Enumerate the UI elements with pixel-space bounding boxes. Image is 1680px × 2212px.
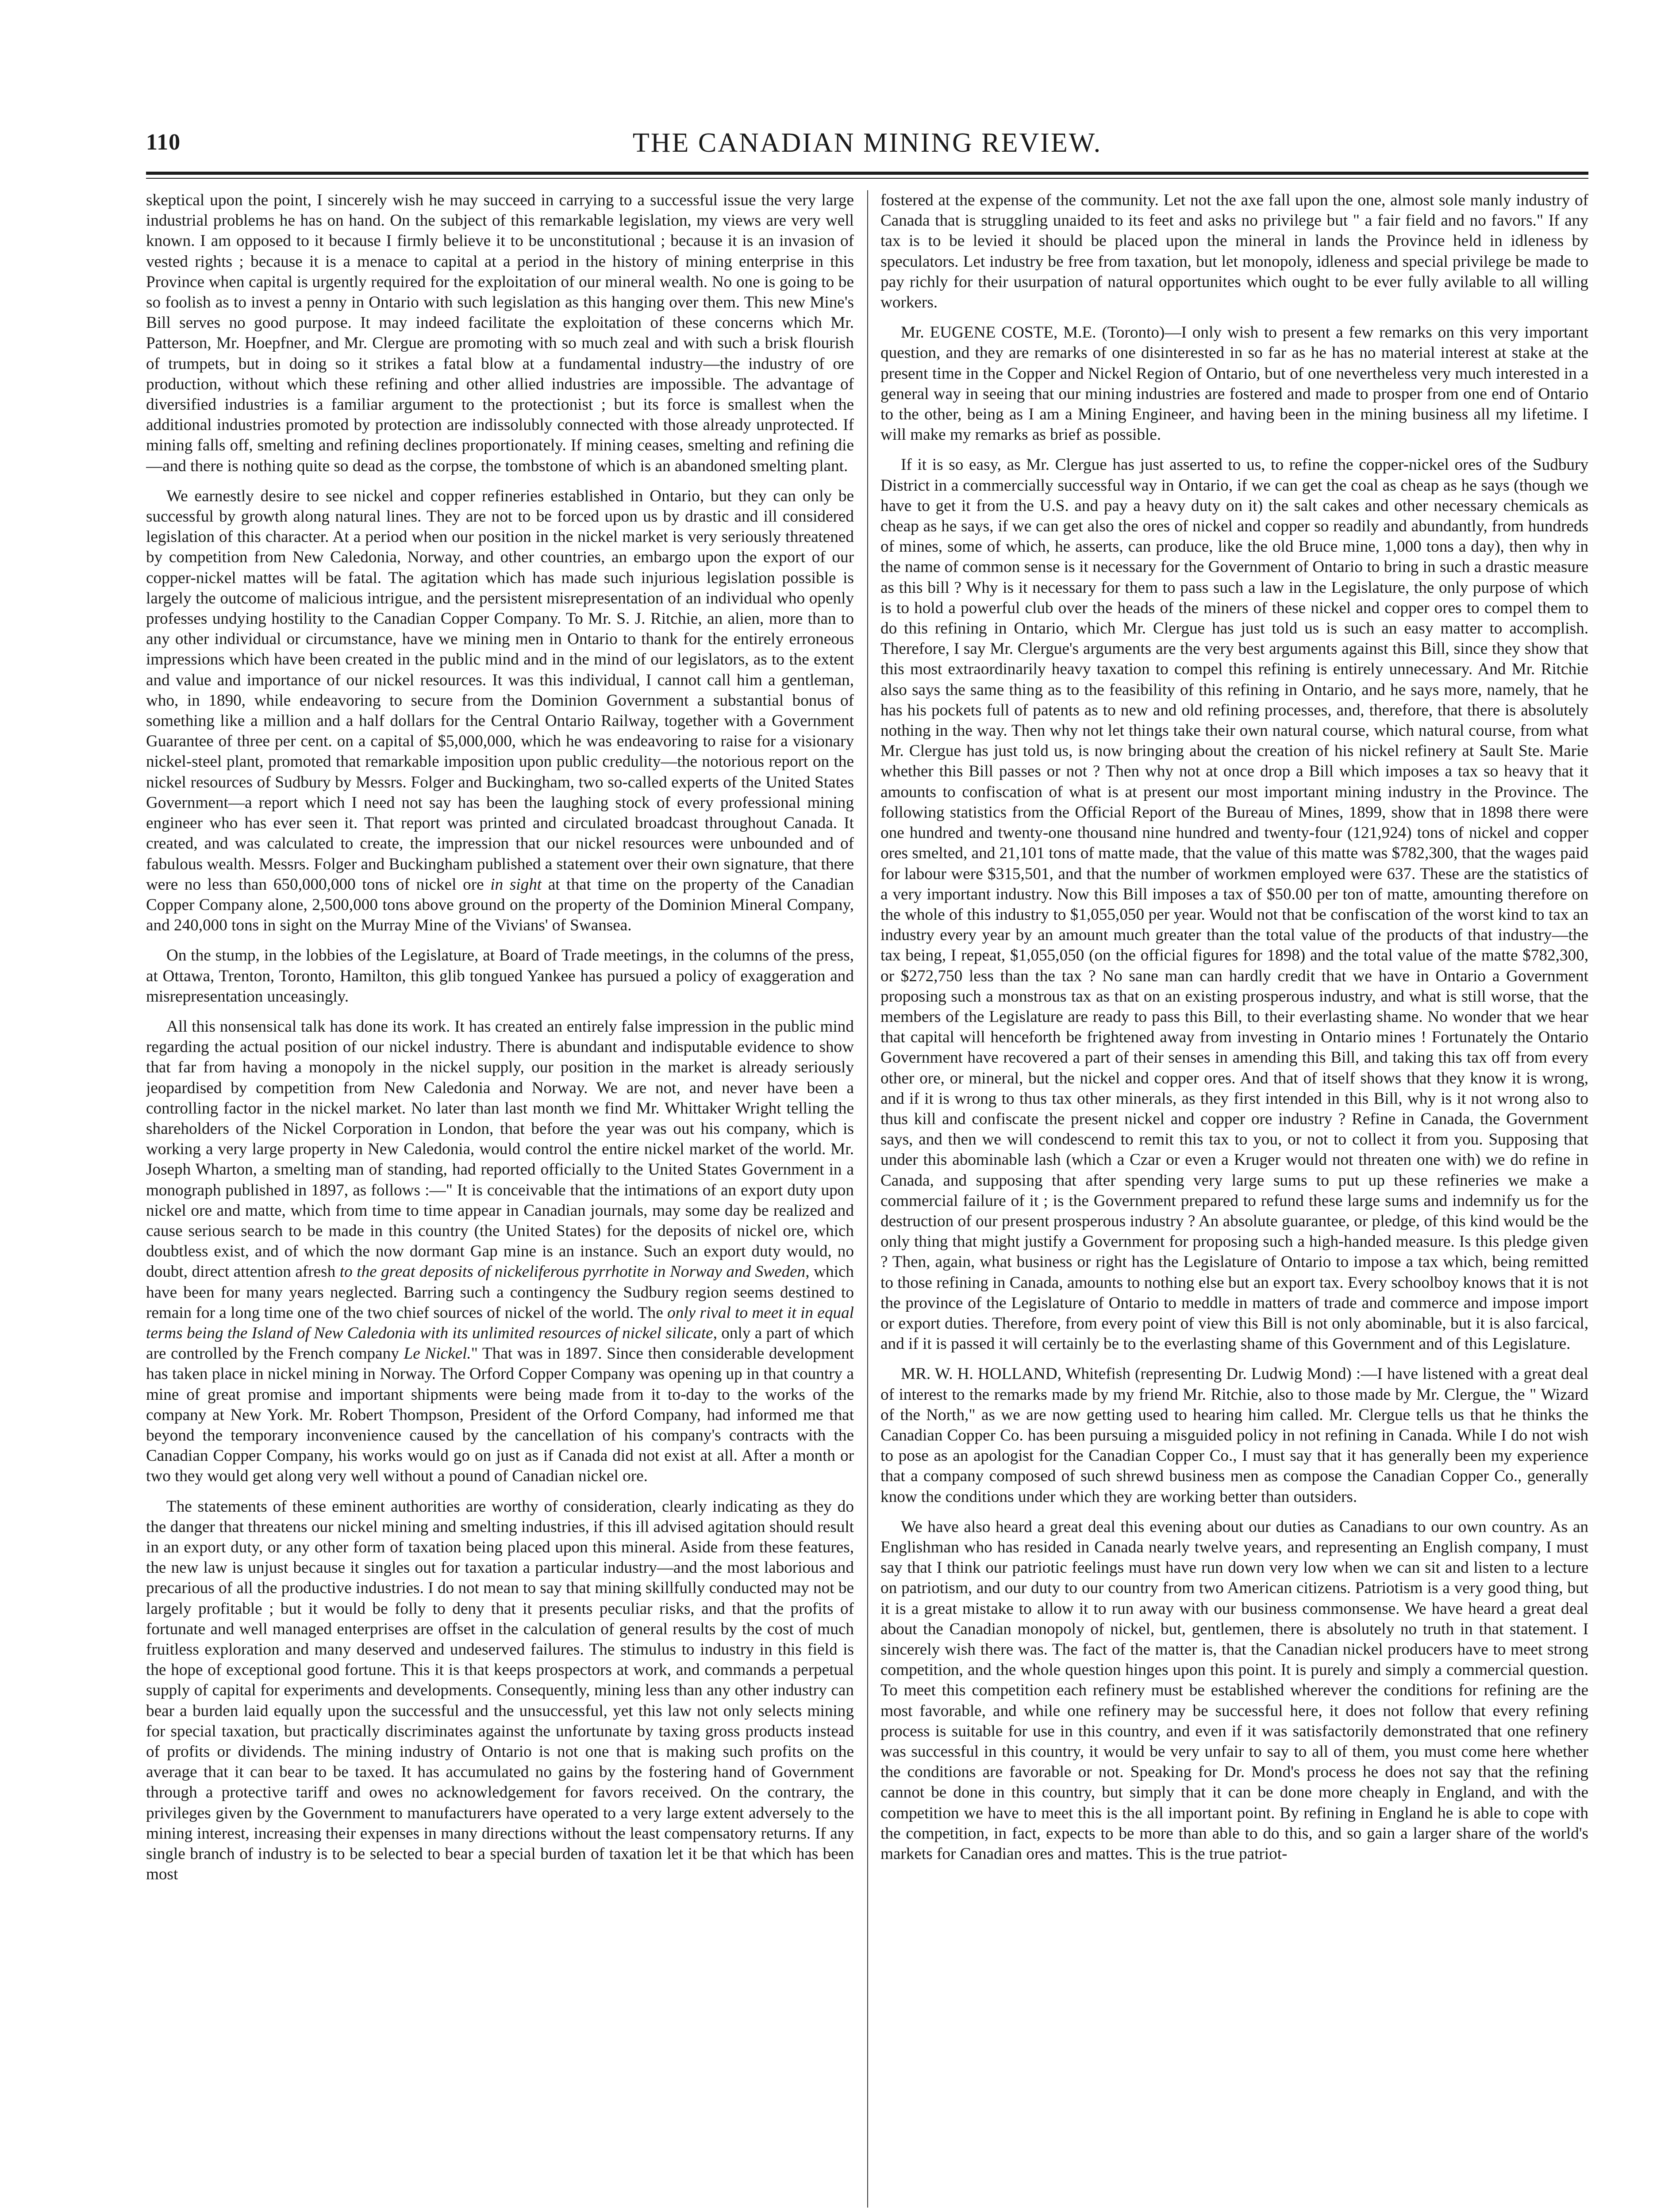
paragraph: The statements of these eminent authorities are worthy of consideration, clearly indicating as they do the danger that threatens our nickel mining and smelting industries, if this ill advised agitation should result in an export duty, or any other form of taxation being placed upon this mineral. Aside from these features, the new law is unjust because it singles out for taxation a particular industry—and the most laborious and precarious of all the productive industries. I do not mean to say that mining skillfully conducted may not be largely profitable ; but it would be folly to deny that it presents peculiar risks, and that the profits of fortunate and well managed enterprises are offset in the calculation of general results by the cost of much fruitless exploration and many deserved and undeserved failures. The stimulus to industry in this field is the hope of exceptional good fortune. This it is that keeps prospectors at work, and commands a perpetual supply of capital for experiments and developments. Consequently, mining less than any other industry can bear a burden laid equally upon the successful and the unsuccessful, yet this law not only selects mining for special taxation, but practically discriminates against the unfortunate by taxing gross products instead of profits or dividends. The mining industry of Ontario is not one that is making such profits on the average that it can bear to be taxed. It has accumulated no gains by the fostering hand of Government through a protective tariff and owes no acknowledgement for favors received. On the contrary, the privileges given by the Government to manufacturers have operated to a very large extent adversely to the mining interest, increasing their expenses in many directions without the least compensatory returns. If any single branch of industry is to be selected to bear a special burden of taxation let it be that which has been most <box>146 1497 854 1884</box>
column-divider <box>867 190 868 2208</box>
header-rule-thick <box>146 172 1588 175</box>
journal-title: THE CANADIAN MINING REVIEW. <box>632 128 1102 158</box>
paragraph-text: " That was in 1897. Since then considerable development has taken place in nickel mining in Norway. The Orford Copper Company was opening up in that country a mine of great promise and important shipments were being made from it to-day to the works of the company at New York. Mr. Robert Thompson, President of the Orford Company, had informed me that beyond the temporary inconvenience caused by the cancellation of his company's contracts with the Canadian Copper Company, his works would go on just as if Canada did not exist at all. After a month or two they would get along very well without a pound of Canadian nickel ore. <box>146 1344 854 1486</box>
italic-phrase: only rival to meet it in equal terms being the Island of New Caledonia with its unlimited resources of nickel silicate, <box>146 1303 854 1342</box>
paragraph: On the stump, in the lobbies of the Legislature, at Board of Trade meetings, in the columns of the press, at Ottawa, Trenton, Toronto, Hamilton, this glib tongued Yankee has pursued a policy of exaggeration and misrepresentation unceasingly. <box>146 946 854 1006</box>
paragraph: skeptical upon the point, I sincerely wish he may succeed in carrying to a successful issue the very large industrial problems he has on hand. On the subject of this remarkable legislation, my views are very well known. I am opposed to it because I firmly believe it to be unconstitutional ; because it is an invasion of vested rights ; because it is a menace to capital at a period in the history of mining enterprise in this Province when capital is urgently required for the exploitation of our mineral wealth. No one is going to be so foolish as to invest a penny in Ontario with such legislation as this hanging over them. This new Mine's Bill serves no good purpose. It may indeed facilitate the exploitation of these concerns which Mr. Patterson, Mr. Hoepfner, and Mr. Clergue are promoting with so much zeal and with such a brisk flourish of trumpets, but in doing so it strikes a fatal blow at a fundamental industry—the industry of ore production, without which these refining and other allied industries are impossible. The advantage of diversified industries is a familiar argument to the protectionist ; but its force is smallest when the additional industries promoted by protection are indissolubly connected with those already unprotected. If mining falls off, smelting and refining declines proportionately. If mining ceases, smelting and refining die—and there is nothing quite so dead as the corpse, the tombstone of which is an abandoned smelting plant. <box>146 191 854 475</box>
paragraph-text: All this nonsensical talk has done its work. It has created an entirely false impression in the public mind regarding the actual position of our nickel industry. There is abundant and indisputable evidence to show that far from having a monopoly in the nickel supply, our position in the market is already seriously jeopardised by competition from New Caledonia and Norway. We are not, and never have been a controlling factor in the nickel market. No later than last month we find Mr. Whittaker Wright telling the shareholders of the Nickel Corporation in London, that before the year was out his company, which is working a very large property in New Caledonia, would control the entire nickel market of the world. Mr. Joseph Wharton, a smelting man of standing, had reported officially to the United States Government in a monograph published in 1897, as follows :—" It is conceivable that the intimations of an export duty upon nickel ore and matte, which from time to time appear in Canadian journals, may some day be realized and cause serious search to be made in this country (the United States) for the deposits of nickel ore, which doubtless exist, and of which the now dormant Gap mine is an instance. Such an export duty would, no doubt, direct attention afresh <box>146 1017 854 1281</box>
header-rule-thin <box>146 178 1588 179</box>
paragraph: fostered at the expense of the community. Let not the axe fall upon the one, almost sole manly industry of Canada that is struggling unaided to its feet and asks no privilege but " a fair field and no favors." If any tax is to be levied it should be placed upon the mineral in lands the Province held in idleness by speculators. Let industry be free from taxation, but let monopoly, idleness and special privilege be made to pay richly for their usurpation of natural opportunites which ought to be ever fully avilable to all willing workers. <box>880 191 1588 312</box>
page-number: 110 <box>146 130 181 155</box>
paragraph-text: We earnestly desire to see nickel and copper refineries established in Ontario, but they can only be successful by growth along natural lines. They are not to be forced upon us by drastic and ill considered legislation of this character. At a period when our position in the nickel market is very seriously threatened by competition from New Caledonia, Norway, and other countries, an embargo upon the export of our copper-nickel mattes will be fatal. The agitation which has made such injurious legislation possible is largely the outcome of malicious intrigue, and the persistent misrepresentation of an individual who openly professes undying hostility to the Canadian Copper Company. To Mr. S. J. Ritchie, an alien, more than to any other individual or circumstance, have we mining men in Ontario to thank for the entirely erroneous impressions which have been created in the public mind and in the mind of our legislators, as to the extent and value and importance of our nickel resources. It was this individual, I cannot call him a gentleman, who, in 1890, while endeavoring to secure from the Dominion Government a substantial bonus of something like a million and a half dollars for the Central Ontario Railway, together with a Government Guarantee of three per cent. on a capital of $5,000,000, which he was endeavoring to raise for a visionary nickel-steel plant, promoted that remarkable imposition upon public credulity—the notorious report on the nickel resources of Sudbury by Messrs. Folger and Buckingham, two so-called experts of the United States Government—a report which I need not say has been the laughing stock of every professional mining engineer who has ever seen it. That report was printed and circulated broadcast throughout Canada. It created, and was calculated to create, the impression that our nickel resources were unbounded and of fabulous wealth. Messrs. Folger and Buckingham published a statement over their own signature, that there were no less than 650,000,000 tons of nickel ore <box>146 487 854 894</box>
paragraph: We have also heard a great deal this evening about our duties as Canadians to our own country. As an Englishman who has resided in Canada nearly twelve years, and representing an English company, I must say that I think our patriotic feelings must have run down very low when we can sit and listen to a lecture on patriotism, and our duty to our country from two American citizens. Patriotism is a very good thing, but it is a great mistake to allow it to run away with our business commonsense. We have heard a great deal about the Canadian monopoly of nickel, but, gentlemen, there is absolutely no truth in that statement. I sincerely wish there was. The fact of the matter is, that the Canadian nickel producers have to meet strong competition, and the whole question hinges upon this point. It is purely and simply a commercial question. To meet this competition each refinery must be established wherever the conditions for refining are the most favorable, and while one refinery may be successful here, it does not follow that every refining process is suitable for use in this country, and even if it was satisfactorily demonstrated that one refinery was successful in this country, it would be very unfair to say to all of them, you must come here whether the conditions are favorable or not. Speaking for Dr. Mond's process he does not say that the refining cannot be done in this country, but simply that it can be done more cheaply in England, and with the competition we have to meet this is the all important point. By refining in England he is able to cope with the competition, in fact, expects to be more than able to do this, and so gain a larger share of the world's markets for Canadian ores and mattes. This is the true patriot- <box>880 1517 1588 1863</box>
paragraph-text: at that time on the property of the Canadian Copper Company alone, 2,500,000 tons above ground on the property of the Dominion Mineral Company, and 240,000 tons in sight on the Murray Mine of the Vivians' of Swansea. <box>146 875 854 935</box>
italic-phrase: to the great deposits of nickeliferous pyrrhotite in Norway and Sweden, <box>339 1263 810 1281</box>
italic-phrase: Le Nickel. <box>404 1344 471 1363</box>
paragraph <box>146 1017 854 1487</box>
right-column <box>880 190 1588 2212</box>
italic-phrase: in sight <box>490 875 542 894</box>
paragraph-text: which have been for many years neglected. Barring such a contingency the Sudbury region seems destined to remain for a long time one of the two chief sources of nickel of the world. The <box>146 1263 854 1322</box>
page-header <box>146 119 1588 168</box>
paragraph: Mr. EUGENE COSTE, M.E. (Toronto)—I only wish to present a few remarks on this very important question, and they are remarks of one disinterested in so far as he has no material interest at stake at the present time in the Copper and Nickel Region of Ontario, but of one nevertheless very much interested in a general way in seeing that our mining industries are fostered and made to prosper from one end of Ontario to the other, being as I am a Mining Engineer, and having been in the mining business all my lifetime. I will make my remarks as brief as possible. <box>880 323 1588 444</box>
paragraph: If it is so easy, as Mr. Clergue has just asserted to us, to refine the copper-nickel ores of the Sudbury District in a commercially successful way in Ontario, if we can get the coal as cheap as he says (though we have to get it from the U.S. and pay a heavy duty on it) the salt cakes and other necessary chemicals as cheap as he says, if we can get also the ores of nickel and copper so readily and abundantly, from hundreds of mines, some of which, he asserts, can produce, like the old Bruce mine, 1,000 tons a day), then why in the name of common sense is it necessary for the Government of Ontario to bring in such a drastic measure as this bill ? Why is it necessary for them to pass such a law in the Legislature, the only purpose of which is to hold a powerful club over the heads of the miners of these nickel and copper ores to compel them to do this refining in Ontario, which Mr. Clergue has just told us is such an easy matter to accomplish. Therefore, I say Mr. Clergue's arguments are the very best arguments against this Bill, since they show that this most extraordinarily heavy taxation to compel this refining is entirely unnecessary. And Mr. Ritchie also says the same thing as to the feasibility of this refining in Ontario, and he says more, namely, that he has his pockets full of patents as to new and old refining processes, and, therefore, that there is absolutely nothing in the way. Then why not let things take their own natural course, which natural course, from what Mr. Clergue has just told us, is now bringing about the creation of his nickel refinery at Sault Ste. Marie whether this Bill passes or not ? Then why not at once drop a Bill which imposes a tax so heavy that it amounts to confiscation of what is at present our most important mining industry in the Province. The following statistics from the Official Report of the Bureau of Mines, 1899, show that in 1898 there were one hundred and twenty-one thousand nine hundred and twenty-four (121,924) tons of nickel and copper ores smelted, and 21,101 tons of matte made, that the value of this matte was $782,300, that the wages paid for labour were $315,501, and that the number of workmen employed were 637. These are the statistics of a very important industry. Now this Bill imposes a tax of $50.00 per ton of matte, amounting therefore on the whole of this industry to $1,055,050 per year. Would not that be confiscation of the worst kind to tax an industry every year by an amount much greater than the total value of the products of that industry—the tax being, I repeat, $1,055,050 (on the official figures for 1898) and the total value of the matte $782,300, or $272,750 less than the tax ? No sane man can hardly credit that we have in Ontario a Government proposing such a monstrous tax as that on an existing prosperous industry, and what is still worse, that the members of the Legislature are ready to pass this Bill, to their everlasting shame. No wonder that we hear that capital will henceforth be frightened away from investing in Ontario mines ! Fortunately the Ontario Government have recovered a part of their senses in amending this Bill, and taking this tax off from every other ore, or mineral, but the nickel and copper ores. And that of itself shows that they know it is wrong, and if it is wrong to thus tax other minerals, as they first intended in this Bill, why is it not wrong also to thus kill and confiscate the present nickel and copper ore industry ? Refine in Canada, the Government says, and then we will condescend to remit this tax to you, or not to collect it from you. Supposing that under this abominable lash (which a Czar or even a Kruger would not threaten one with) we do refine in Canada, and supposing that after spending very large sums to put up these refineries we make a commercial failure of it ; is the Government prepared to refund these large sums and indemnify us for the destruction of our present prosperous industry ? An absolute guarantee, or pledge, of this kind would be the only thing that might justify a Government for proposing such a high-handed measure. Is this pledge given ? Then, again, what business or right has the Legislature of Ontario to impose a tax which, being remitted to those refining in Canada, amounts to nothing else but an export tax. Every schoolboy knows that it is not the province of the Legislature of Ontario to meddle in matters of trade and commerce and impose import or export duties. Therefore, from every point of view this Bill is not only abominable, but it is also farcical, and if it is passed it will certainly be to the everlasting shame of this Government and of this Legislature. <box>880 456 1588 1353</box>
paragraph <box>146 486 854 936</box>
paragraph: MR. W. H. HOLLAND, Whitefish (representing Dr. Ludwig Mond) :—I have listened with a great deal of interest to the remarks made by my friend Mr. Ritchie, also to those made by Mr. Clergue, the " Wizard of the North," as we are now getting used to hearing him called. Mr. Clergue tells us that he thinks the Canadian Copper Co. has been pursuing a misguided policy in not refining in Canada. While I do not wish to pose as an apologist for the Canadian Copper Co., I must say that it has generally been my experience that a company composed of such shrewd business men as compose the Canadian Copper Co., generally know the conditions under which they are working better than outsiders. <box>880 1365 1588 1506</box>
paragraph-text: only a part of which are controlled by the French company <box>146 1324 854 1363</box>
left-column <box>146 190 854 2212</box>
